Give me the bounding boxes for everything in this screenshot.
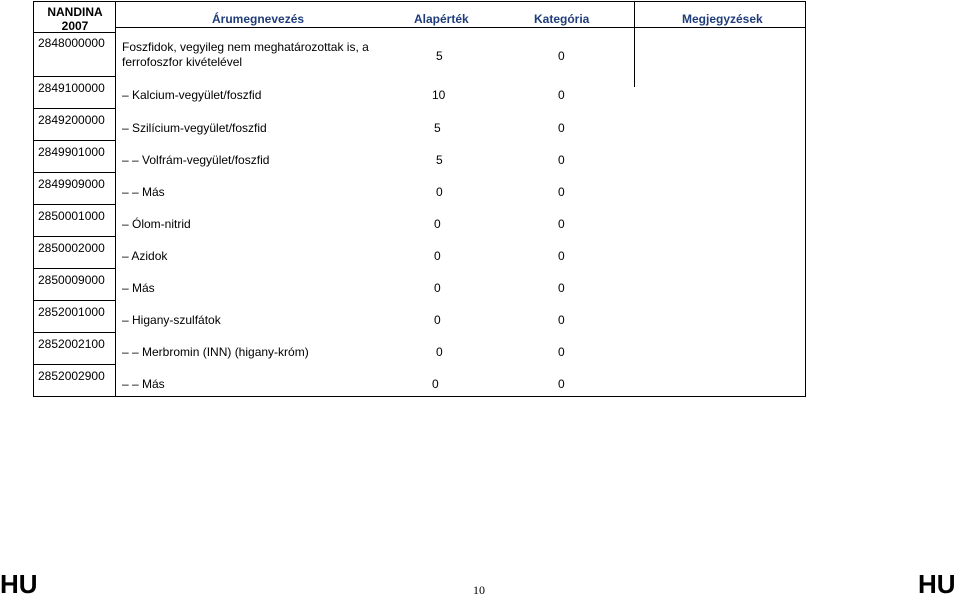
- notes-header: Megjegyzések: [682, 12, 763, 26]
- page-number: 10: [473, 583, 485, 597]
- header-divider: [116, 27, 805, 28]
- row-code: 2852002100: [38, 337, 105, 351]
- row-code: 2850001000: [38, 209, 105, 223]
- code-header-line2: 2007: [61, 19, 89, 33]
- row-description: – – Volfrám-vegyület/foszfid: [122, 153, 270, 167]
- row-base-rate: 5: [436, 153, 443, 167]
- row-category: 0: [558, 121, 565, 135]
- row-code: 2849901000: [38, 145, 105, 159]
- row-base-rate: 0: [436, 345, 443, 359]
- row-description: – Ólom-nitrid: [122, 217, 191, 231]
- row-description: – Azidok: [122, 249, 168, 263]
- divider: [34, 108, 115, 109]
- divider: [34, 204, 115, 205]
- divider: [34, 140, 115, 141]
- row-base-rate: 0: [434, 313, 441, 327]
- row-description: – – Más: [122, 185, 165, 199]
- divider: [34, 300, 115, 301]
- tariff-table: [33, 1, 806, 397]
- row-base-rate: 10: [432, 88, 446, 102]
- row-code: 2852001000: [38, 305, 105, 319]
- divider: [34, 268, 115, 269]
- row-base-rate: 0: [436, 185, 443, 199]
- row-category: 0: [558, 313, 565, 327]
- footer-language-right: HU: [918, 569, 956, 599]
- code-column-header: [34, 5, 116, 33]
- divider: [34, 236, 115, 237]
- row-description: – Más: [122, 281, 155, 295]
- row-category: 0: [558, 281, 565, 295]
- row-category: 0: [558, 153, 565, 167]
- divider: [34, 76, 115, 77]
- row-description: – – Merbromin (INN) (higany-króm): [122, 345, 309, 359]
- row-code: 2850002000: [38, 241, 105, 255]
- row-description: – Higany-szulfátok: [122, 313, 221, 327]
- code-column: [33, 1, 116, 397]
- row-code: 2849100000: [38, 81, 105, 95]
- row-base-rate: 0: [434, 281, 441, 295]
- row-base-rate: 0: [434, 217, 441, 231]
- divider: [34, 172, 115, 173]
- divider: [34, 32, 115, 33]
- name-header: Árumegnevezés: [212, 12, 305, 26]
- row-category: 0: [558, 185, 565, 199]
- footer-language-left: HU: [0, 569, 38, 599]
- row-base-rate: 0: [434, 249, 441, 263]
- divider: [34, 332, 115, 333]
- row-category: 0: [558, 377, 565, 391]
- row-description: ferrofoszfor kivételével: [122, 55, 243, 69]
- row-code: 2848000000: [38, 36, 105, 50]
- row-code: 2849200000: [38, 113, 105, 127]
- row-code: 2852002900: [38, 369, 105, 383]
- row-description: – Szilícium-vegyület/foszfid: [122, 121, 267, 135]
- row-description: Foszfidok, vegyileg nem meghatározottak is, a: [122, 40, 369, 54]
- row-category: 0: [558, 88, 565, 102]
- row-code: 2850009000: [38, 273, 105, 287]
- description-column: [116, 1, 806, 397]
- base-rate-header: Alapérték: [414, 12, 469, 26]
- row-category: 0: [558, 217, 565, 231]
- row-code: 2849909000: [38, 177, 105, 191]
- row-description: – – Más: [122, 377, 165, 391]
- row-base-rate: 5: [434, 121, 441, 135]
- row-category: 0: [558, 49, 565, 63]
- row-base-rate: 0: [432, 377, 439, 391]
- notes-divider: [634, 2, 635, 87]
- row-category: 0: [558, 249, 565, 263]
- category-header: Kategória: [534, 12, 590, 26]
- row-base-rate: 5: [436, 49, 443, 63]
- row-category: 0: [558, 345, 565, 359]
- code-header-line1: NANDINA: [47, 5, 103, 19]
- row-description: – Kalcium-vegyület/foszfid: [122, 88, 262, 102]
- divider: [34, 364, 115, 365]
